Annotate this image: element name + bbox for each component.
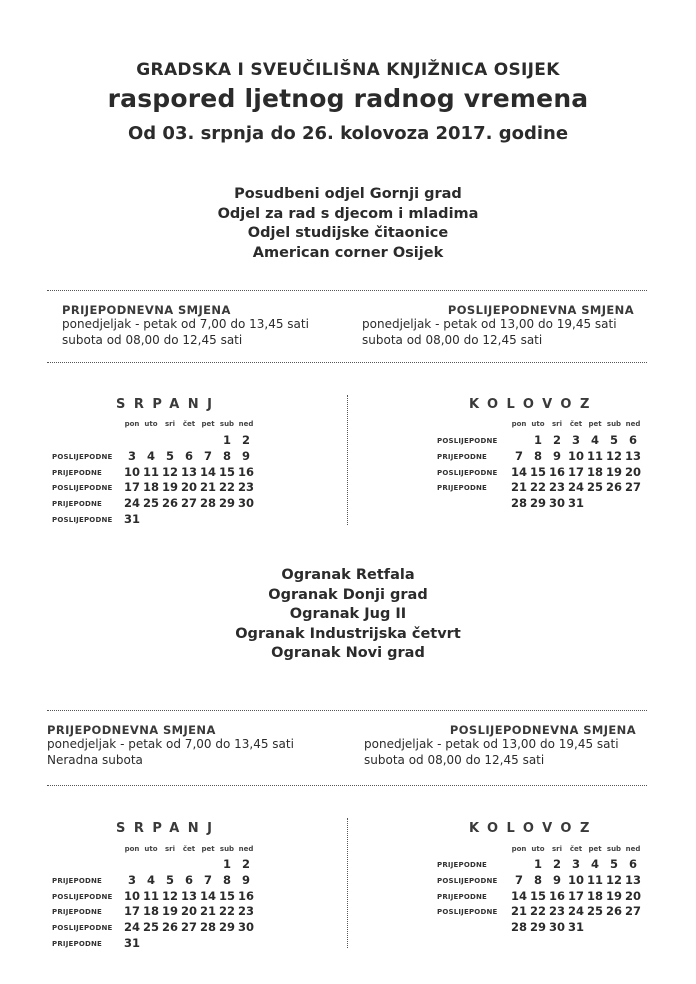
month-name-august: KOLOVOZ <box>469 821 598 836</box>
weekday-header: ned <box>625 845 641 853</box>
calendar-day: 15 <box>529 888 546 903</box>
shift-row-label: POSLIJEPODNE <box>52 892 113 901</box>
shift-row-label: POSLIJEPODNE <box>52 484 113 493</box>
calendar-day: 21 <box>510 904 527 919</box>
calendar-day: 14 <box>510 464 527 479</box>
calendar-day: 10 <box>123 888 140 903</box>
calendar-day: 5 <box>609 857 618 871</box>
morning-shift-2 <box>47 723 294 768</box>
calendar-day: 26 <box>161 496 178 511</box>
schedule-period: Od 03. srpnja do 26. kolovoza 2017. godine <box>127 123 569 144</box>
calendar-day: 31 <box>123 936 140 950</box>
calendar-day: 13 <box>180 464 197 479</box>
dotted-divider <box>47 710 647 711</box>
calendar-day: 26 <box>605 480 622 495</box>
calendar-day: 3 <box>127 872 136 887</box>
calendar-day: 26 <box>605 904 622 919</box>
morning-shift-1 <box>62 303 309 348</box>
shift-row-label: PRIJEPODNE <box>52 908 103 917</box>
calendar-day: 2 <box>552 857 561 871</box>
calendar-day: 1 <box>222 857 231 871</box>
calendar-day: 13 <box>180 888 197 903</box>
calendar-day: 26 <box>161 920 178 935</box>
calendar-day: 15 <box>218 888 235 903</box>
calendar-day: 19 <box>161 480 178 495</box>
calendar-day: 20 <box>624 888 641 903</box>
shift-row-label: POSLIJEPODNE <box>52 452 113 461</box>
calendar-day: 12 <box>161 888 178 903</box>
weekday-header: uto <box>531 845 545 853</box>
weekday-header: čet <box>182 845 196 853</box>
calendar-day: 4 <box>590 433 599 447</box>
calendar-day: 28 <box>510 496 527 511</box>
calendar-day: 30 <box>237 496 254 511</box>
calendar-day: 25 <box>142 920 159 935</box>
weekday-header: uto <box>144 845 158 853</box>
calendar-day: 11 <box>586 872 603 887</box>
weekday-header: pet <box>588 420 602 428</box>
afternoon-shift-title: POSLIJEPODNEVNA SMJENA <box>449 723 636 737</box>
afternoon-shift-weekdays: ponedjeljak - petak od 13,00 do 19,45 sati <box>364 737 619 751</box>
shift-row-label: POSLIJEPODNE <box>52 516 113 524</box>
calendar-day: 23 <box>548 904 565 919</box>
calendar-day: 30 <box>548 496 565 511</box>
calendar-day: 22 <box>218 904 235 919</box>
calendar-day: 28 <box>510 920 527 935</box>
calendar-day: 21 <box>199 904 216 919</box>
month-name-july: SRPANJ <box>116 397 221 412</box>
calendar-day: 3 <box>571 433 580 447</box>
calendar-day: 9 <box>241 872 250 887</box>
weekday-header: sri <box>551 420 563 428</box>
calendar-day: 25 <box>142 496 159 511</box>
calendar-day: 14 <box>199 888 216 903</box>
shift-row-label: PRIJEPODNE <box>437 892 488 901</box>
weekday-header: pon <box>511 845 527 853</box>
month-name-july: SRPANJ <box>116 821 221 836</box>
morning-shift-weekdays: ponedjeljak - petak od 7,00 do 13,45 sati <box>62 317 309 331</box>
calendar-day: 24 <box>123 496 140 511</box>
calendar-day: 2 <box>552 433 561 447</box>
calendar-day: 11 <box>586 448 603 463</box>
calendar-day: 14 <box>199 464 216 479</box>
calendar-day: 20 <box>624 464 641 479</box>
calendar-day: 9 <box>552 448 561 463</box>
calendar-day: 7 <box>514 448 523 463</box>
calendar-day: 24 <box>123 920 140 935</box>
calendar-day: 28 <box>199 496 216 511</box>
calendar-day: 19 <box>605 464 622 479</box>
calendar-day: 13 <box>624 872 641 887</box>
calendar-day: 22 <box>218 480 235 495</box>
calendar-day: 17 <box>123 480 140 495</box>
weekday-header: sri <box>164 845 176 853</box>
calendar-day: 21 <box>510 480 527 495</box>
calendar-day: 6 <box>184 448 193 463</box>
calendar-day: 4 <box>146 448 155 463</box>
calendar-day: 6 <box>184 872 193 887</box>
shift-row-label: POSLIJEPODNE <box>52 924 113 933</box>
department-list-2 <box>0 566 696 664</box>
month-name-august: KOLOVOZ <box>469 397 598 412</box>
weekday-header: pet <box>201 845 215 853</box>
shift-row-label: PRIJEPODNE <box>437 484 488 493</box>
afternoon-shift-saturday: subota od 08,00 do 12,45 sati <box>362 332 543 347</box>
calendar-day: 22 <box>529 904 546 919</box>
calendar-day: 10 <box>567 448 584 463</box>
morning-shift-title: PRIJEPODNEVNA SMJENA <box>47 723 216 737</box>
morning-shift-weekdays: ponedjeljak - petak od 7,00 do 13,45 sati <box>47 737 294 751</box>
calendar-day: 31 <box>123 512 140 526</box>
calendar-day: 19 <box>161 904 178 919</box>
department-name: Ogranak Industrijska četvrt <box>235 625 461 642</box>
weekday-header: pet <box>588 845 602 853</box>
calendar-day: 9 <box>241 448 250 463</box>
weekday-header: ned <box>238 420 254 428</box>
calendar-day: 29 <box>218 496 235 511</box>
calendar-day: 12 <box>161 464 178 479</box>
calendar-day: 20 <box>180 904 197 919</box>
document-title: raspored ljetnog radnog vremena <box>107 84 589 113</box>
calendar-day: 16 <box>237 464 254 479</box>
calendar-day: 3 <box>571 857 580 871</box>
calendar-day: 8 <box>222 872 231 887</box>
calendar-day: 18 <box>586 888 603 903</box>
calendar-day: 18 <box>142 480 159 495</box>
calendar-day: 18 <box>142 904 159 919</box>
afternoon-shift-title: POSLIJEPODNEVNA SMJENA <box>447 303 634 317</box>
calendar-day: 25 <box>586 904 603 919</box>
calendar-day: 23 <box>237 904 254 919</box>
calendar-day: 4 <box>590 857 599 871</box>
calendar-day: 2 <box>241 857 250 871</box>
weekday-header: ned <box>238 845 254 853</box>
calendar-day: 8 <box>222 448 231 463</box>
calendar-day: 8 <box>533 448 542 463</box>
calendar-day: 7 <box>514 872 523 887</box>
weekday-header: sub <box>219 845 235 853</box>
dotted-divider <box>47 362 647 363</box>
calendar-day: 12 <box>605 872 622 887</box>
calendar-day: 22 <box>529 480 546 495</box>
calendar-day: 5 <box>165 448 174 463</box>
calendar-day: 27 <box>180 920 197 935</box>
calendar-day: 7 <box>203 448 212 463</box>
calendar-day: 16 <box>548 464 565 479</box>
calendar-day: 10 <box>123 464 140 479</box>
calendar-day: 31 <box>567 920 584 935</box>
weekday-header: čet <box>569 845 583 853</box>
calendar-day: 11 <box>142 464 159 479</box>
calendar-day: 17 <box>567 888 584 903</box>
calendar-day: 25 <box>586 480 603 495</box>
calendar-day: 17 <box>123 904 140 919</box>
calendar-day: 5 <box>609 433 618 447</box>
weekday-header: uto <box>144 420 158 428</box>
calendar-day: 31 <box>567 496 584 511</box>
department-name: Ogranak Jug II <box>289 606 407 622</box>
calendar-day: 23 <box>237 480 254 495</box>
dotted-divider <box>47 290 647 291</box>
calendar-day: 6 <box>628 433 637 447</box>
department-name: Ogranak Donji grad <box>268 586 428 603</box>
shift-row-label: PRIJEPODNE <box>437 452 488 461</box>
calendar-day: 21 <box>199 480 216 495</box>
calendar-day: 10 <box>567 872 584 887</box>
shift-row-label: PRIJEPODNE <box>52 940 103 948</box>
weekday-header: sri <box>164 420 176 428</box>
shift-row-label: POSLIJEPODNE <box>437 437 498 445</box>
shift-row-label: POSLIJEPODNE <box>437 908 498 917</box>
calendar-day: 30 <box>548 920 565 935</box>
calendar-day: 1 <box>533 857 542 871</box>
shift-row-label: PRIJEPODNE <box>52 500 103 509</box>
calendar-day: 12 <box>605 448 622 463</box>
calendar-day: 1 <box>533 433 542 447</box>
calendar-day: 23 <box>548 480 565 495</box>
morning-shift-saturday: subota od 08,00 do 12,45 sati <box>62 332 243 347</box>
calendar-day: 8 <box>533 872 542 887</box>
calendar-day: 6 <box>628 857 637 871</box>
calendar-day: 5 <box>165 872 174 887</box>
calendar-day: 27 <box>180 496 197 511</box>
weekday-header: pon <box>124 845 140 853</box>
calendar-day: 17 <box>567 464 584 479</box>
department-list-1 <box>0 185 696 263</box>
calendar-day: 19 <box>605 888 622 903</box>
institution-name: GRADSKA I SVEUČILIŠNA KNJIŽNICA OSIJEK <box>136 60 560 80</box>
weekday-header: pet <box>201 420 215 428</box>
calendar-day: 16 <box>548 888 565 903</box>
weekday-header: čet <box>182 420 196 428</box>
afternoon-shift-saturday: subota od 08,00 do 12,45 sati <box>364 752 545 767</box>
department-name: Ogranak Novi grad <box>271 645 425 661</box>
department-name: Ogranak Retfala <box>281 567 415 583</box>
morning-shift-title: PRIJEPODNEVNA SMJENA <box>62 303 231 317</box>
calendar-day: 3 <box>127 448 136 463</box>
calendar-day: 29 <box>529 496 546 511</box>
dotted-divider <box>47 785 647 786</box>
calendar-day: 15 <box>218 464 235 479</box>
weekday-header: čet <box>569 420 583 428</box>
shift-row-label: POSLIJEPODNE <box>437 876 498 885</box>
calendar-day: 24 <box>567 480 584 495</box>
calendar-day: 24 <box>567 904 584 919</box>
calendar-day: 20 <box>180 480 197 495</box>
calendar-day: 27 <box>624 480 641 495</box>
calendar-day: 30 <box>237 920 254 935</box>
calendar-separator <box>347 395 348 525</box>
weekday-header: ned <box>625 420 641 428</box>
afternoon-shift-1 <box>362 303 634 348</box>
calendar-day: 4 <box>146 872 155 887</box>
calendar-day: 28 <box>199 920 216 935</box>
calendar-day: 7 <box>203 872 212 887</box>
department-name: American corner Osijek <box>252 244 444 261</box>
shift-row-label: PRIJEPODNE <box>437 861 488 869</box>
calendar-day: 11 <box>142 888 159 903</box>
calendar-day: 29 <box>218 920 235 935</box>
weekday-header: sub <box>606 845 622 853</box>
weekday-header: sub <box>219 420 235 428</box>
weekday-header: sri <box>551 845 563 853</box>
weekday-header: uto <box>531 420 545 428</box>
shift-row-label: POSLIJEPODNE <box>437 468 498 477</box>
calendar-day: 16 <box>237 888 254 903</box>
shift-row-label: PRIJEPODNE <box>52 468 103 477</box>
calendar-separator <box>347 818 348 948</box>
calendar-day: 13 <box>624 448 641 463</box>
department-name: Posudbeni odjel Gornji grad <box>234 186 462 202</box>
calendar-day: 18 <box>586 464 603 479</box>
department-name: Odjel za rad s djecom i mladima <box>217 205 479 222</box>
weekday-header: pon <box>124 420 140 428</box>
calendar-day: 14 <box>510 888 527 903</box>
weekday-header: sub <box>606 420 622 428</box>
afternoon-shift-weekdays: ponedjeljak - petak od 13,00 do 19,45 sati <box>362 317 617 331</box>
calendar-day: 1 <box>222 433 231 447</box>
morning-shift-saturday: Neradna subota <box>47 752 143 767</box>
calendar-day: 29 <box>529 920 546 935</box>
calendar-day: 15 <box>529 464 546 479</box>
shift-row-label: PRIJEPODNE <box>52 876 103 885</box>
calendar-day: 2 <box>241 433 250 447</box>
weekday-header: pon <box>511 420 527 428</box>
calendar-day: 27 <box>624 904 641 919</box>
afternoon-shift-2 <box>364 723 636 768</box>
department-name: Odjel studijske čitaonice <box>247 225 449 241</box>
calendar-day: 9 <box>552 872 561 887</box>
